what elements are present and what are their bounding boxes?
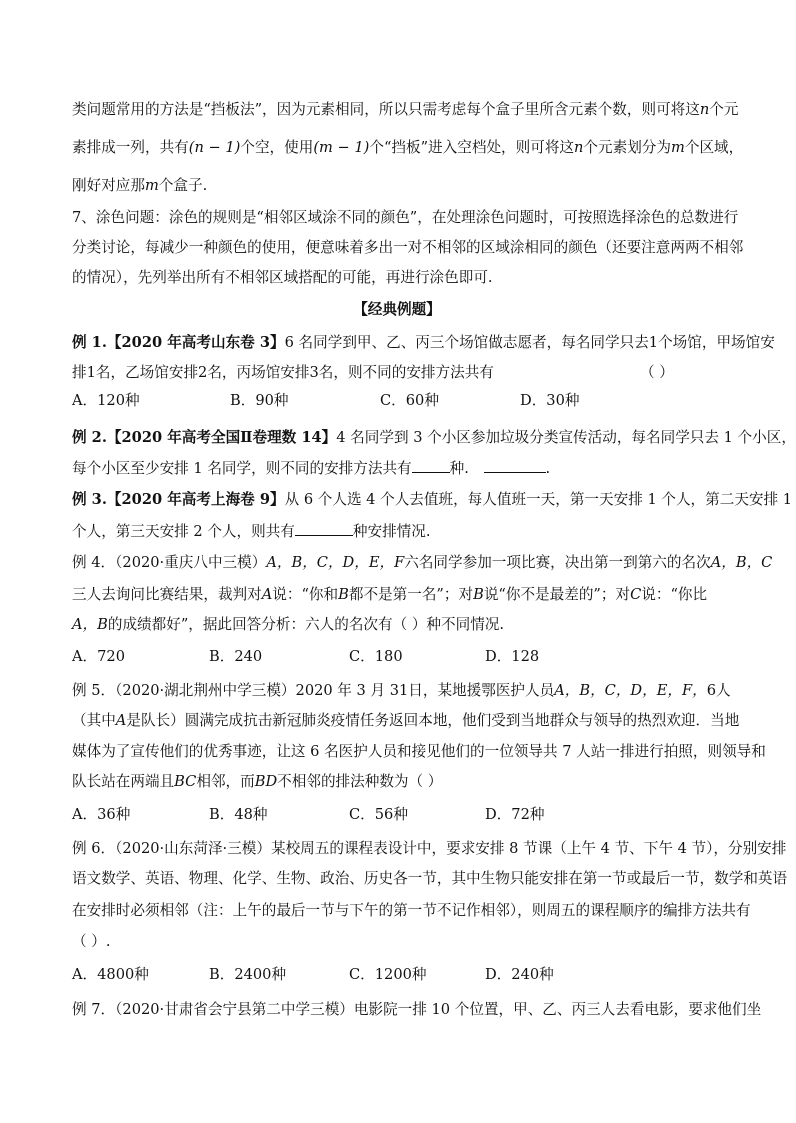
option-a: A．120种 — [72, 392, 140, 409]
text: 相邻，而 — [196, 773, 255, 790]
math-expr: (n − 1) — [188, 139, 241, 156]
option-b: B．240 — [209, 648, 263, 665]
option-d: D．240种 — [485, 966, 554, 983]
ex3-line-2 — [72, 521, 732, 542]
text: 4 名同学到 3 个小区参加垃圾分类宣传活动，每名同学只去 1 个小区， — [336, 429, 796, 446]
ex4-line-2 — [72, 585, 732, 605]
ex3-line-1 — [72, 490, 793, 510]
math-m: m — [144, 177, 159, 194]
math-var: A — [115, 712, 127, 729]
math-vars: A，B，C，D，E，F， — [554, 682, 707, 699]
text: 个元素划分为 — [583, 139, 671, 156]
text: 说：“你比 — [641, 586, 708, 603]
text: 都不是第一名”；对 — [348, 586, 474, 603]
text: 个元 — [709, 101, 739, 118]
math-var: BC — [174, 773, 197, 790]
option-d: D．30种 — [520, 392, 580, 409]
text: 每个小区至少安排 1 名同学，则不同的安排方法共有 — [72, 460, 412, 477]
ex5-line-2 — [72, 711, 740, 731]
ex7-line-1: 例 7．（2020·甘肃省会宁县第二中学三模）电影院一排 10 个位置，甲、乙、丙三人去看电影，要求他们坐 — [72, 1001, 762, 1018]
option-d: D．72种 — [485, 806, 545, 823]
ex6-line-4: （ ）. — [72, 933, 111, 950]
math-vars: A，B，C — [710, 554, 773, 571]
example-source: 【2020 年高考上海卷 9】 — [106, 491, 285, 508]
intro-line-1 — [72, 100, 739, 120]
math-var: B — [473, 586, 484, 603]
text: 队长站在两端且 — [72, 773, 175, 790]
example-source: 【2020 年高考全国Ⅱ卷理数 14】 — [106, 429, 337, 446]
text: 6 名同学到甲、乙、丙三个场馆做志愿者，每名同学只去1个场馆，甲场馆安 — [284, 334, 775, 351]
option-b: B．48种 — [209, 806, 268, 823]
section-title: 【经典例题】 — [353, 301, 441, 318]
option-a: A．4800种 — [72, 966, 149, 983]
ex4-line-3 — [72, 615, 732, 635]
math-var: A — [261, 586, 273, 603]
math-n: n — [574, 139, 584, 156]
text: 说“你不是最差的”；对 — [483, 586, 631, 603]
text: 6人 — [706, 682, 731, 699]
ex5-line-3: 媒体为了宣传他们的优秀事迹，让这 6 名医护人员和接见他们的一位领导共 7 人站一排进行拍照，则领导和 — [72, 743, 766, 760]
coloring-line-1: 7、涂色问题：涂色的规则是“相邻区域涂不同的颜色”，在处理涂色问题时，可按照选择涂色的总数进行 — [72, 209, 739, 226]
math-vars: A，B — [72, 616, 108, 633]
option-c: C．60种 — [380, 392, 439, 409]
text: 从 6 个人选 4 个人去值班，每人值班一天，第一天安排 1 个人，第二天安排 1 — [284, 491, 793, 508]
math-var: B — [338, 586, 349, 603]
text: 是队长）圆满完成抗击新冠肺炎疫情任务返回本地，他们受到当地群众与领导的热烈欢迎．当地 — [126, 712, 740, 729]
math-var: BD — [254, 773, 278, 790]
option-a: A．720 — [72, 648, 125, 665]
text: 个“挡板”进入空档处，则可将这 — [369, 139, 575, 156]
text: 个人，第三天安排 2 个人，则共有 — [72, 523, 295, 540]
math-var: C — [630, 586, 642, 603]
text: 类问题常用的方法是“挡板法”，因为元素相同，所以只需考虑每个盒子里所含元素个数，则可将这 — [72, 101, 700, 118]
intro-line-2 — [72, 138, 744, 158]
text: . — [545, 460, 551, 477]
text: 三人去询问比赛结果，裁判对 — [72, 586, 262, 603]
option-b: B．2400种 — [209, 966, 287, 983]
math-m: m — [671, 139, 685, 156]
text: 的成绩都好”，据此回答分析：六人的名次有（ ）种不同情况. — [107, 616, 505, 633]
example-number: 例 3. — [72, 491, 107, 508]
text: 种安排情况. — [352, 523, 431, 540]
option-c: C．56种 — [349, 806, 408, 823]
text: 素排成一列，共有 — [72, 139, 189, 156]
text: 种. — [449, 460, 469, 477]
answer-blank[interactable] — [412, 458, 450, 473]
example-number: 例 1. — [72, 334, 107, 351]
answer-paren: （ ） — [640, 364, 674, 381]
ex5-line-1 — [72, 681, 732, 701]
text: 个盒子. — [158, 177, 208, 194]
ex4-line-1 — [72, 553, 773, 573]
ex6-line-1: 例 6．（2020·山东菏泽·三模）某校周五的课程表设计中，要求安排 8 节课（上午 4 节、下午 4 节），分别安排 — [72, 840, 787, 857]
coloring-line-2: 分类讨论，每减少一种颜色的使用，便意味着多出一对不相邻的区域涂相同的颜色（还要注意两两不相邻 — [72, 239, 744, 256]
ex1-line-2 — [72, 363, 732, 383]
option-d: D．128 — [485, 648, 540, 665]
coloring-line-3: 的情况），先列举出所有不相邻区域搭配的可能，再进行涂色即可. — [72, 269, 493, 286]
math-expr: (m − 1) — [313, 139, 370, 156]
text: 排1名，乙场馆安排2名，丙场馆安排3名，则不同的安排方法共有 — [72, 364, 494, 381]
math-n: n — [699, 101, 710, 118]
text: 个区域， — [684, 139, 744, 156]
ex2-line-1 — [72, 428, 796, 448]
option-c: C．1200种 — [349, 966, 427, 983]
text: 刚好对应那 — [72, 177, 145, 194]
intro-line-3 — [72, 176, 732, 196]
example-source: 例 4．（2020·重庆八中三模） — [72, 554, 267, 571]
example-source: 【2020 年高考山东卷 3】 — [106, 334, 285, 351]
option-c: C．180 — [349, 648, 403, 665]
answer-blank[interactable] — [484, 458, 546, 473]
math-vars: A，B，C，D，E，F — [266, 554, 405, 571]
text: 不相邻的排法种数为（ ） — [277, 773, 443, 790]
text: 个空，使用 — [240, 139, 314, 156]
answer-blank[interactable] — [295, 521, 353, 536]
text: 例 5．（2020·湖北荆州中学三模）2020 年 3 月 31日，某地援鄂医护人员 — [72, 682, 555, 699]
text: 说：“你和 — [272, 586, 339, 603]
option-b: B．90种 — [230, 392, 289, 409]
option-a: A．36种 — [72, 806, 131, 823]
text: （其中 — [72, 712, 116, 729]
ex5-line-4 — [72, 772, 732, 792]
example-number: 例 2. — [72, 429, 107, 446]
ex2-line-2 — [72, 458, 732, 479]
ex6-line-3: 在安排时必须相邻（注：上午的最后一节与下午的第一节不记作相邻），则周五的课程顺序的编排方法共有 — [72, 902, 751, 919]
ex1-line-1 — [72, 333, 775, 353]
text: 六名同学参加一项比赛，决出第一到第六的名次 — [404, 554, 711, 571]
ex6-line-2: 语文数学、英语、物理、化学、生物、政治、历史各一节，其中生物只能安排在第一节或最后一节，数学和英语 — [72, 870, 788, 887]
